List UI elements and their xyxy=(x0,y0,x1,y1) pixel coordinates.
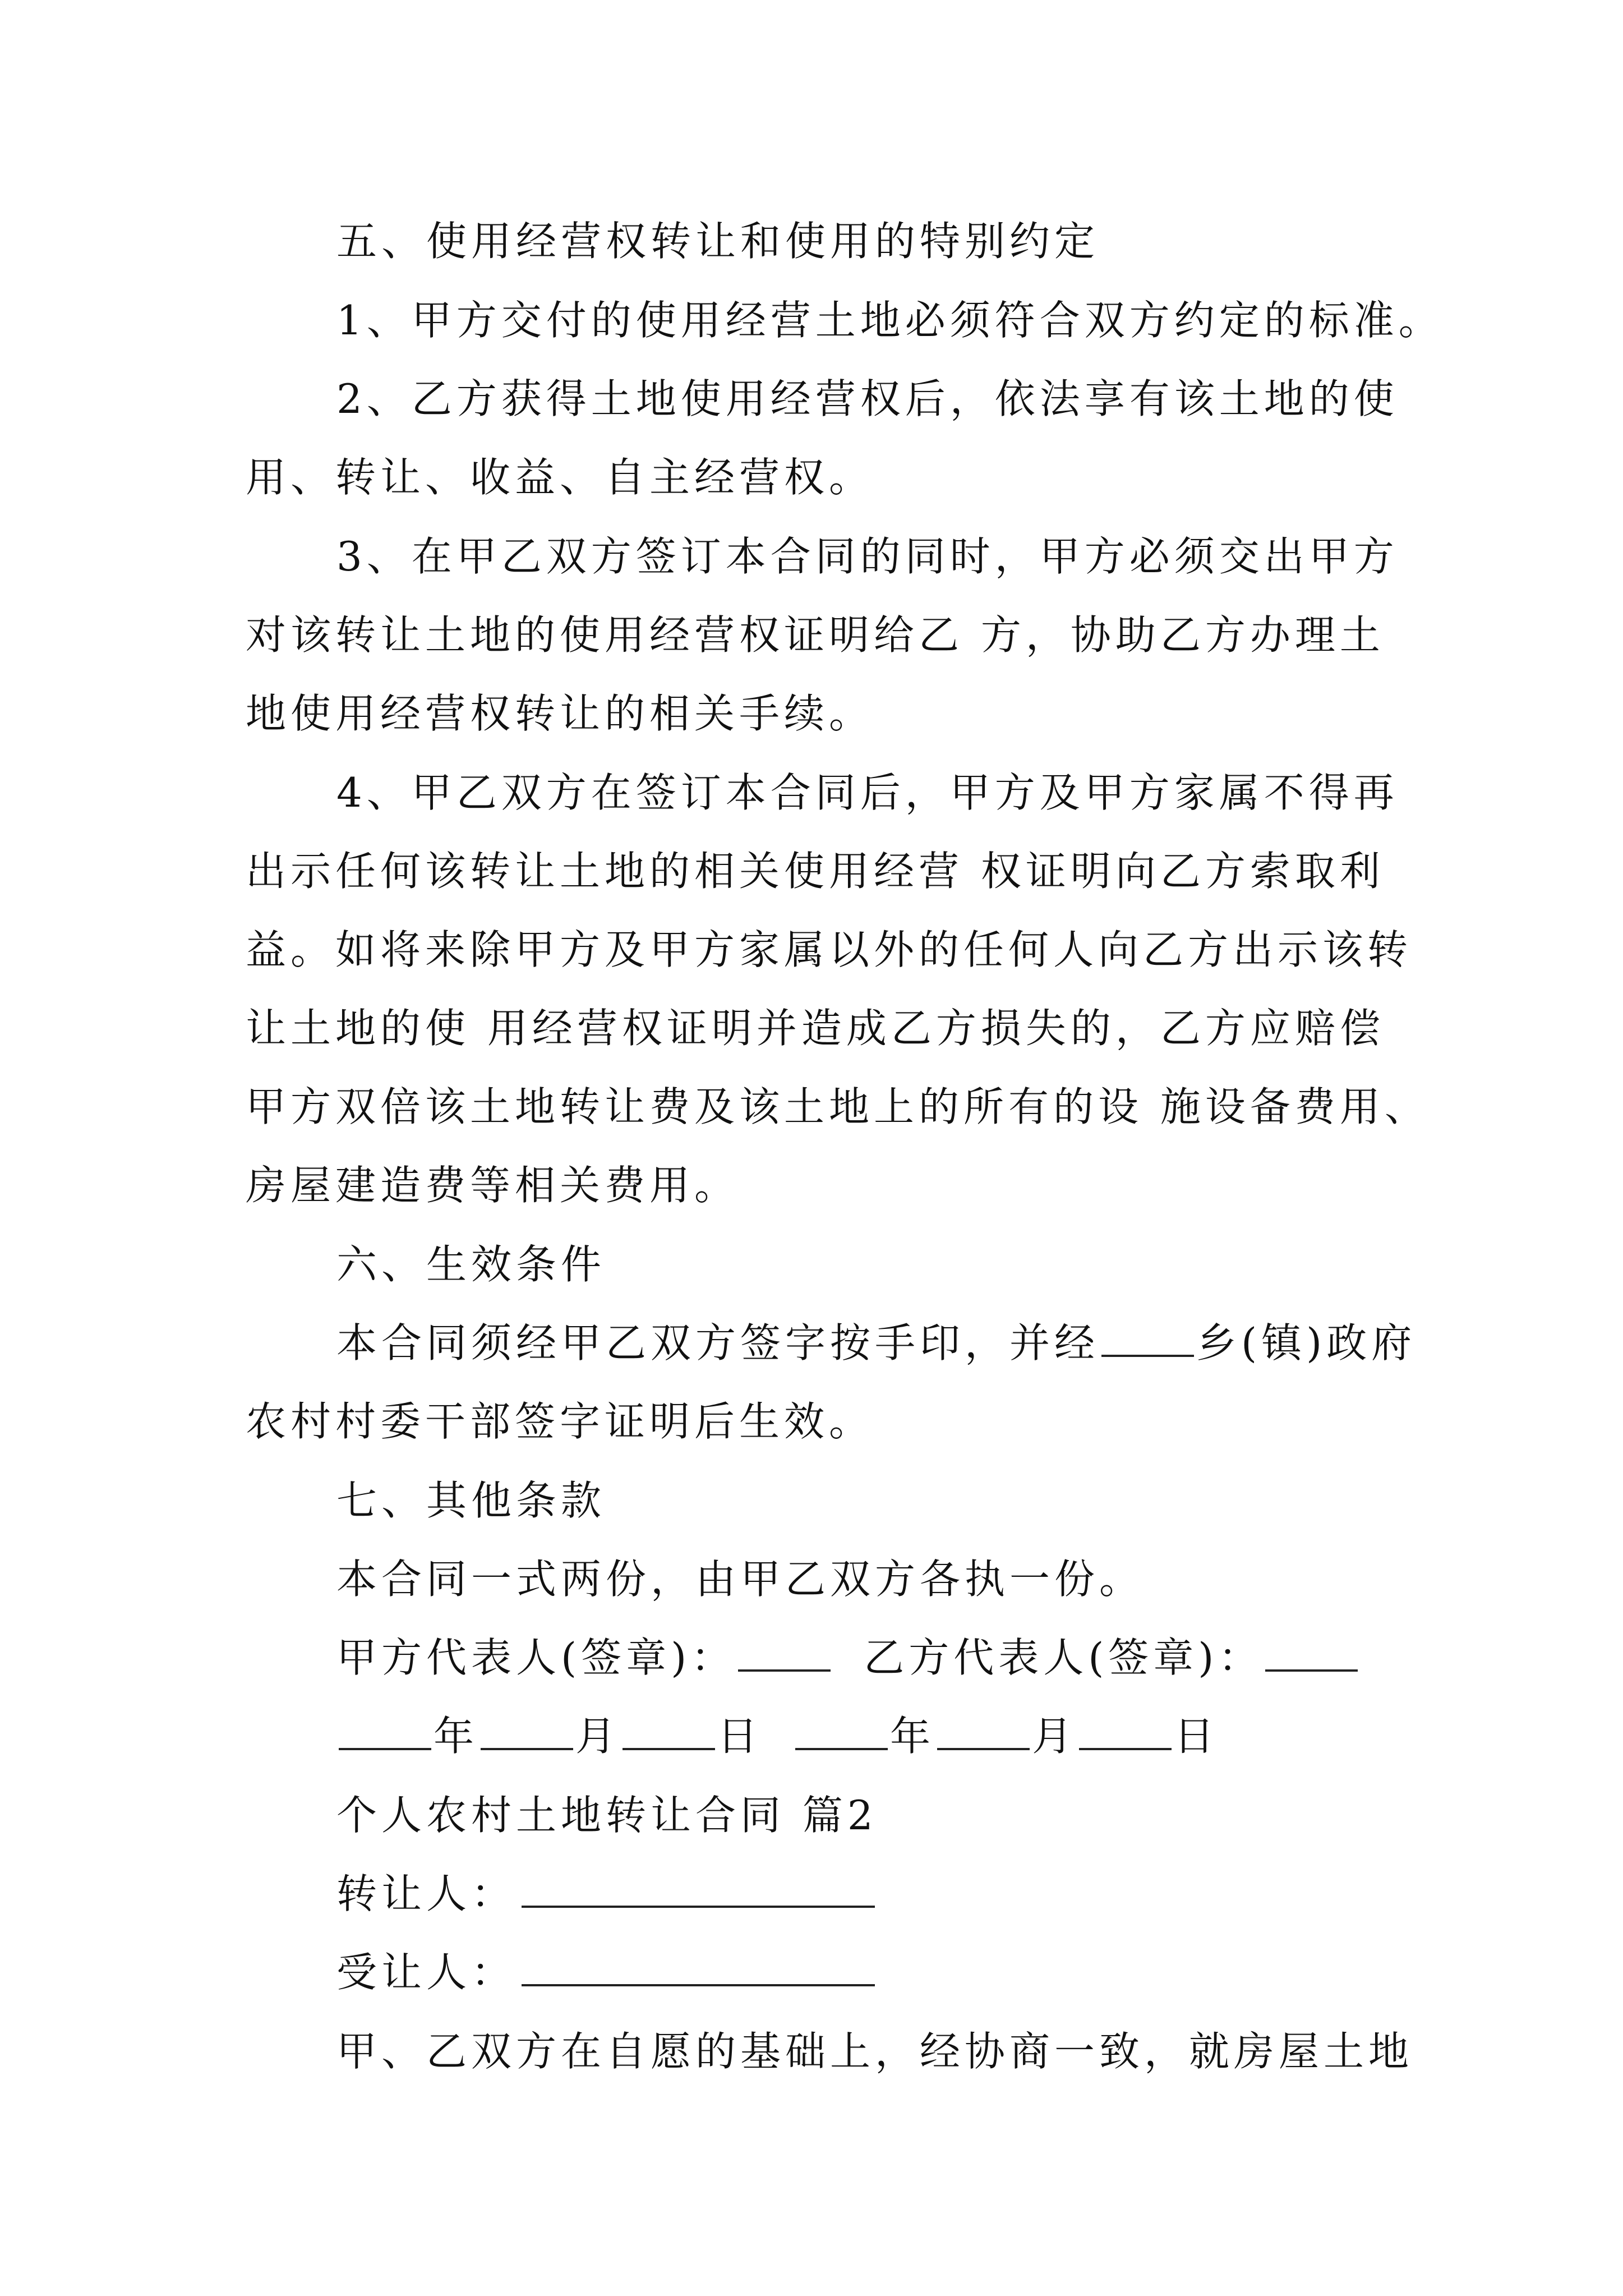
party-b-year-blank[interactable] xyxy=(795,1748,888,1750)
party-b-month-blank[interactable] xyxy=(937,1748,1030,1750)
party-a-day-blank[interactable] xyxy=(623,1748,715,1750)
contract2-title: 个人农村土地转让合同 篇2 xyxy=(336,1792,878,1839)
transferor-label: 转让人： xyxy=(336,1870,517,1917)
party-a-sign-label: 甲方代表人(签章)： xyxy=(336,1634,736,1681)
section7-heading: 七、其他条款 xyxy=(336,1477,606,1524)
section6-line2: 农村村委干部签字证明后生效。 xyxy=(246,1398,874,1445)
party-b-sign-label: 乙方代表人(签章)： xyxy=(864,1634,1264,1681)
section5-item1: 1、甲方交付的使用经营土地必须符合双方约定的标准。 xyxy=(336,297,1444,344)
section5-item2-line1: 2、乙方获得土地使用经营权后，依法享有该土地的使 xyxy=(336,375,1399,422)
transferee-blank[interactable] xyxy=(522,1984,875,1986)
day-label: 日 xyxy=(717,1713,763,1760)
year-label: 年 xyxy=(890,1713,935,1760)
date-line xyxy=(336,1713,1219,1760)
section5-item2-line2: 用、转让、收益、自主经营权。 xyxy=(246,454,874,501)
township-blank[interactable] xyxy=(1101,1355,1194,1357)
section5-item4-line6: 房屋建造费等相关费用。 xyxy=(246,1162,740,1209)
month-label: 月 xyxy=(1032,1713,1077,1760)
section6-line1-after: 乡(镇)政府 xyxy=(1196,1319,1417,1366)
section5-item4-line5: 甲方双倍该土地转让费及该土地上的所有的设 施设备费用、 xyxy=(246,1083,1430,1130)
section5-item4-line3: 益。如将来除甲方及甲方家属以外的任何人向乙方出示该转 xyxy=(246,926,1413,973)
signature-line xyxy=(336,1634,1360,1681)
section6-line1 xyxy=(336,1319,1417,1366)
section5-item4-line4: 让土地的使 用经营权证明并造成乙方损失的，乙方应赔偿 xyxy=(246,1005,1385,1052)
section5-item4-line2: 出示任何该转让土地的相关使用经营 权证明向乙方索取利 xyxy=(246,848,1385,895)
party-a-month-blank[interactable] xyxy=(481,1748,573,1750)
section5-item4-line1: 4、甲乙双方在签订本合同后，甲方及甲方家属不得再 xyxy=(336,769,1399,816)
transferor-blank[interactable] xyxy=(522,1906,875,1908)
month-label: 月 xyxy=(575,1713,621,1760)
day-label: 日 xyxy=(1174,1713,1219,1760)
party-b-day-blank[interactable] xyxy=(1079,1748,1172,1750)
section5-item3-line1: 3、在甲乙双方签订本合同的同时，甲方必须交出甲方 xyxy=(336,533,1399,580)
section5-item3-line2: 对该转让土地的使用经营权证明给乙 方，协助乙方办理土 xyxy=(246,611,1385,659)
party-a-sign-blank[interactable] xyxy=(738,1669,831,1672)
year-label: 年 xyxy=(434,1713,479,1760)
section7-line1: 本合同一式两份，由甲乙双方各执一份。 xyxy=(336,1556,1145,1603)
transferee-line xyxy=(336,1949,875,1996)
section6-line1-before: 本合同须经甲乙双方签字按手印，并经 xyxy=(336,1319,1100,1366)
section5-item3-line3: 地使用经营权转让的相关手续。 xyxy=(246,690,874,737)
section5-heading: 五、使用经营权转让和使用的特别约定 xyxy=(336,218,1100,265)
section6-heading: 六、生效条件 xyxy=(336,1241,606,1288)
transferor-line xyxy=(336,1870,875,1917)
contract2-intro: 甲、乙双方在自愿的基础上，经协商一致，就房屋土地 xyxy=(336,2028,1414,2075)
party-b-sign-blank[interactable] xyxy=(1265,1669,1358,1672)
transferee-label: 受让人： xyxy=(336,1949,517,1996)
party-a-year-blank[interactable] xyxy=(339,1748,431,1750)
